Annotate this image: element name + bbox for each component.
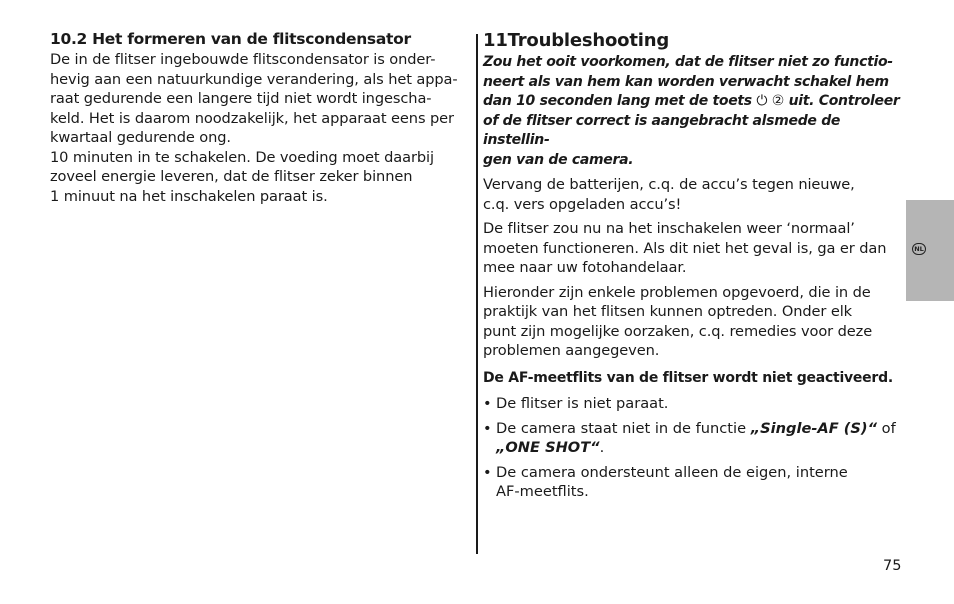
power-icon: ⏻ (756, 93, 768, 109)
text-line: hevig aan een natuurkundige verandering, als het appa- (50, 70, 458, 88)
section-heading-10-2: 10.2 Het formeren van de flitscondensator (50, 30, 411, 48)
problems-intro-paragraph: Hieronder zijn enkele problemen opgevoerd, die in de praktijk van het flitsen kunnen optreden. Onder elk punt zijn mogelijke oorzaken, c.q. remedies voor deze problemen aangegeven. (483, 283, 873, 359)
text-line: De in de flitser ingebouwde flitscondensator is onder- (50, 51, 436, 68)
text-line: zoveel energie leveren, dat de flitser zeker binnen (50, 168, 413, 185)
text-line: 10 minuten in te schakelen. De voeding moet daarbij (50, 148, 434, 166)
right-column (483, 30, 901, 507)
language-tab (906, 200, 954, 301)
emphasis-one-shot: „ONE SHOT“ (496, 439, 600, 456)
normal-function-paragraph: De flitser zou nu na het inschakelen weer ‘normaal’ moeten functioneren. Als dit niet het geval is, ga er dan mee naar uw fotohandelaar. (483, 220, 887, 276)
column-divider (476, 34, 478, 554)
list-item: • De camera staat niet in de functie „Single-AF (S)“ of „ONE SHOT“. (483, 419, 901, 458)
intro-paragraph: Zou het ooit voorkomen, dat de flitser niet zo functio- neert als van hem kan worden verwacht schakel hem dan 10 seconden lang met de toets ⏻ ② uit. Controleer of de flitser correct is aangebracht alsmede de instellin- gen van de camera. (483, 54, 900, 168)
text-line: raat gedurende een langere tijd niet wordt ingescha- (50, 90, 432, 107)
list-item: • De flitser is niet paraat. (483, 394, 901, 414)
list-item: • De camera ondersteunt alleen de eigen, interne AF-meetflits. (483, 463, 901, 502)
capacitor-paragraph (50, 50, 470, 206)
text-line: 1 minuut na het inschakelen paraat is. (50, 187, 328, 205)
section-title-troubleshooting: 11Troubleshooting (483, 30, 670, 51)
left-column (50, 30, 470, 206)
emphasis-single-af: „Single-AF (S)“ (750, 419, 878, 437)
problem-heading: De AF-meetflits van de flitser wordt niet geactiveerd. (483, 369, 893, 386)
page-number: 75 (883, 558, 902, 574)
callout-number-2: ② (771, 93, 785, 109)
text-line: kwartaal gedurende ong. (50, 129, 231, 146)
cause-list (483, 394, 901, 502)
text-line: keld. Het is daarom noodzakelijk, het apparaat eens per (50, 109, 454, 127)
batteries-paragraph: Vervang de batterijen, c.q. de accu’s tegen nieuwe, c.q. vers opgeladen accu’s! (483, 176, 855, 213)
language-badge: NL (912, 243, 926, 255)
